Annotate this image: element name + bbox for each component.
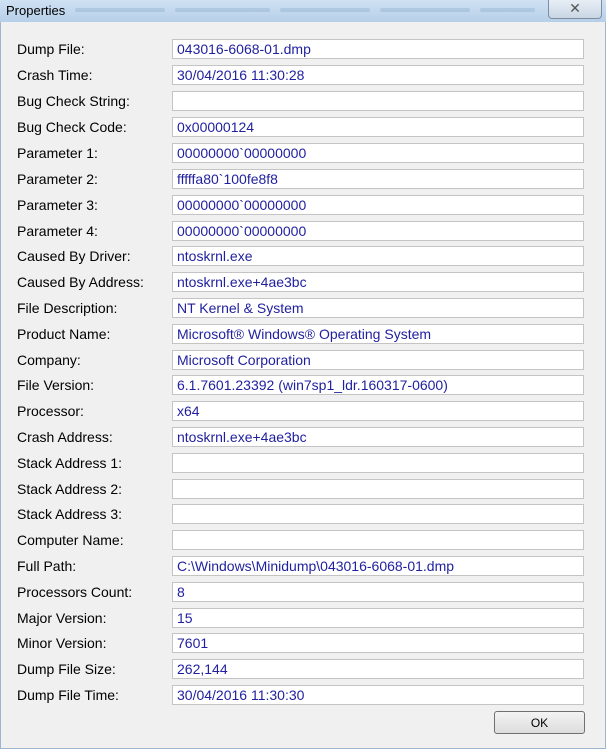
field-label: Major Version: <box>17 610 107 626</box>
field-label: File Version: <box>17 377 95 393</box>
field-value[interactable]: 30/04/2016 11:30:30 <box>172 685 584 705</box>
field-label: Stack Address 2: <box>17 481 123 497</box>
field-value[interactable]: C:\Windows\Minidump\043016-6068-01.dmp <box>172 556 584 576</box>
field-value[interactable]: x64 <box>172 401 584 421</box>
field-label: Stack Address 1: <box>17 455 123 471</box>
title-background-blur <box>380 8 470 12</box>
title-background-blur <box>75 8 165 12</box>
title-background-blur <box>480 8 535 12</box>
field-label: Product Name: <box>17 326 111 342</box>
field-value[interactable]: fffffa80`100fe8f8 <box>172 169 584 189</box>
field-label: Crash Address: <box>17 429 113 445</box>
field-label: Parameter 1: <box>17 145 98 161</box>
title-bar[interactable] <box>0 0 606 23</box>
field-value[interactable]: Microsoft® Windows® Operating System <box>172 324 584 344</box>
field-label: Dump File: <box>17 41 85 57</box>
field-value[interactable]: NT Kernel & System <box>172 298 584 318</box>
field-label: Caused By Driver: <box>17 248 131 264</box>
field-value[interactable]: ntoskrnl.exe+4ae3bc <box>172 427 584 447</box>
field-label: Caused By Address: <box>17 274 144 290</box>
field-value[interactable]: 0x00000124 <box>172 117 584 137</box>
field-label: Dump File Time: <box>17 687 119 703</box>
ok-button[interactable]: OK <box>494 711 585 734</box>
field-value[interactable]: 7601 <box>172 633 584 653</box>
field-label: Crash Time: <box>17 67 93 83</box>
field-label: File Description: <box>17 300 118 316</box>
field-value[interactable] <box>172 479 584 499</box>
field-label: Parameter 3: <box>17 197 98 213</box>
field-label: Stack Address 3: <box>17 506 123 522</box>
field-label: Company: <box>17 352 81 368</box>
close-icon: ✕ <box>569 0 581 16</box>
field-value[interactable] <box>172 453 584 473</box>
field-value[interactable]: 00000000`00000000 <box>172 221 584 241</box>
field-label: Bug Check Code: <box>17 119 127 135</box>
field-value[interactable]: 8 <box>172 582 584 602</box>
title-background-blur <box>175 8 270 12</box>
field-label: Parameter 2: <box>17 171 98 187</box>
field-value[interactable]: 6.1.7601.23392 (win7sp1_ldr.160317-0600) <box>172 375 584 395</box>
field-label: Computer Name: <box>17 532 124 548</box>
field-label: Minor Version: <box>17 635 107 651</box>
field-value[interactable]: 15 <box>172 608 584 628</box>
field-value[interactable]: ntoskrnl.exe <box>172 246 584 266</box>
title-background-blur <box>280 8 370 12</box>
properties-panel <box>4 30 601 707</box>
field-label: Processors Count: <box>17 584 133 600</box>
field-value[interactable]: 30/04/2016 11:30:28 <box>172 65 584 85</box>
field-value[interactable]: 262,144 <box>172 659 584 679</box>
field-label: Parameter 4: <box>17 223 98 239</box>
field-value[interactable]: 043016-6068-01.dmp <box>172 39 584 59</box>
window-title: Properties <box>6 3 66 18</box>
field-label: Bug Check String: <box>17 93 130 109</box>
field-value[interactable]: 00000000`00000000 <box>172 195 584 215</box>
field-value[interactable] <box>172 530 584 550</box>
field-value[interactable] <box>172 504 584 524</box>
close-button[interactable] <box>548 0 602 19</box>
field-value[interactable] <box>172 91 584 111</box>
field-value[interactable]: 00000000`00000000 <box>172 143 584 163</box>
field-value[interactable]: Microsoft Corporation <box>172 350 584 370</box>
field-label: Processor: <box>17 403 84 419</box>
field-value[interactable]: ntoskrnl.exe+4ae3bc <box>172 272 584 292</box>
field-label: Full Path: <box>17 558 77 574</box>
field-label: Dump File Size: <box>17 661 116 677</box>
